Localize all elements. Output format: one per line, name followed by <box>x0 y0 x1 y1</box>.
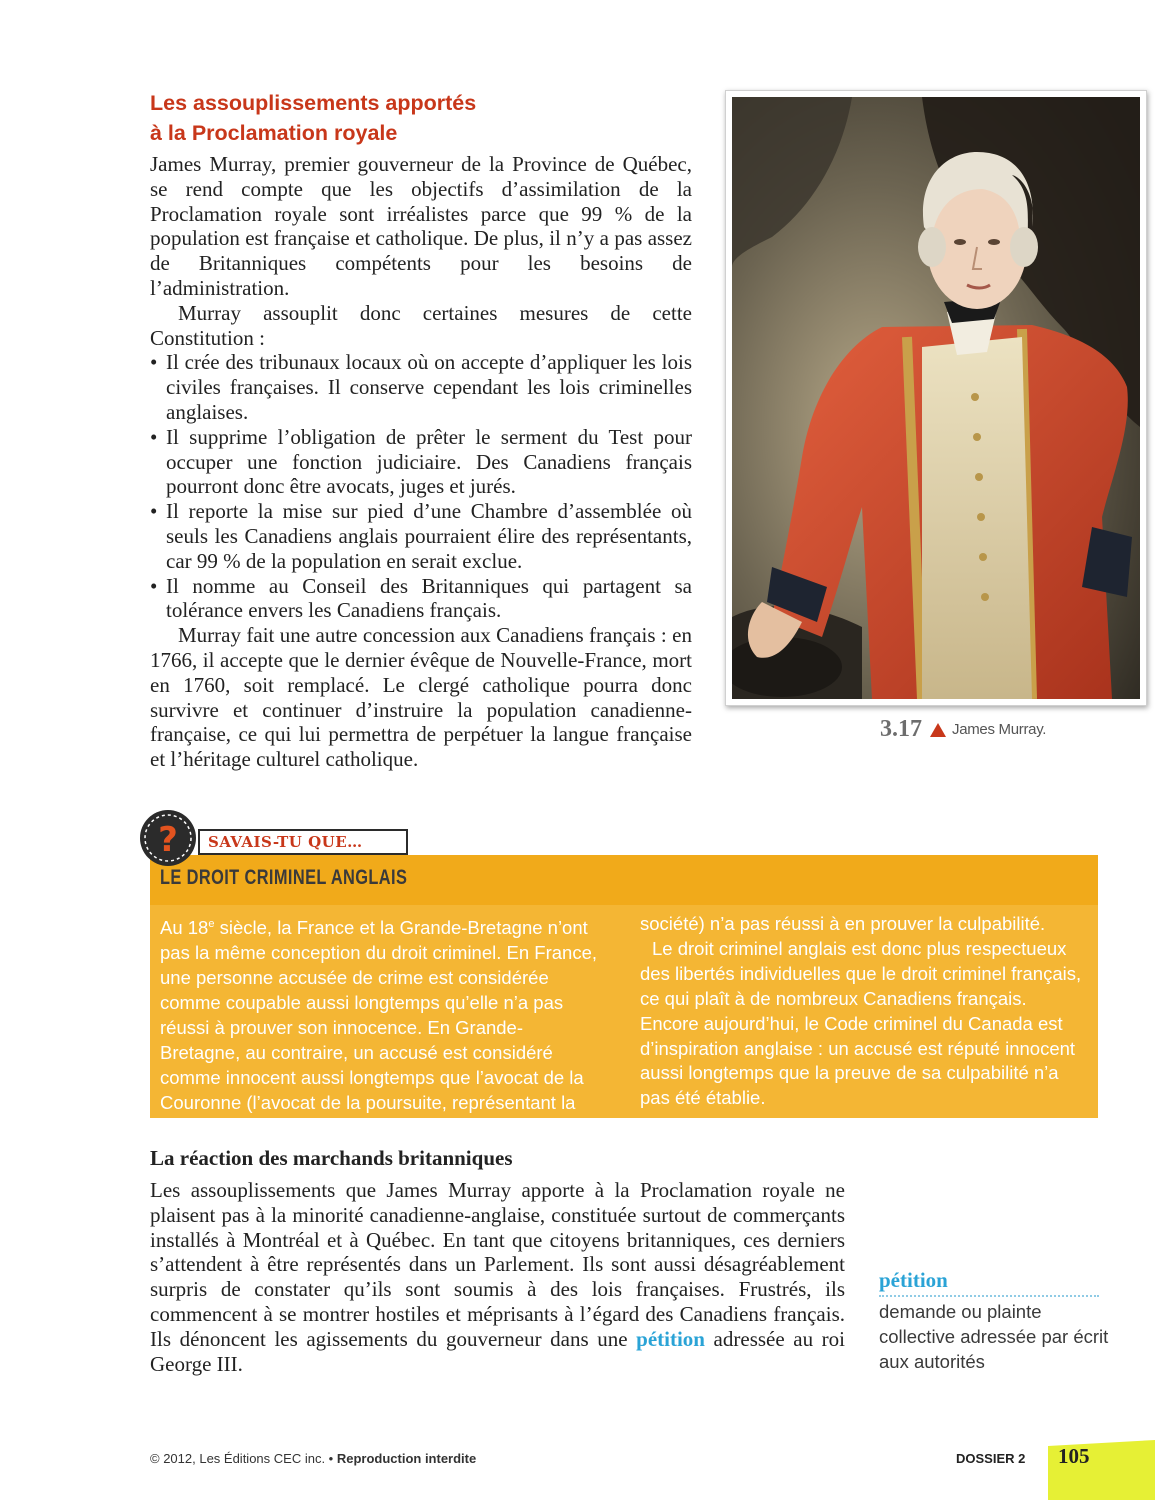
bullet-item: • Il crée des tribunaux locaux où on accepte d’appliquer les lois civiles françaises. Il conserve cependant les lois criminelles anglaises. <box>150 350 692 424</box>
footer-dossier: DOSSIER 2 <box>956 1451 1026 1466</box>
info-box-paragraph: société) n’a pas réussi à en prouver la culpabilité. <box>640 913 1046 934</box>
section-title <box>150 88 670 148</box>
glossary-definition: demande ou plainte collective adressée par écrit aux autorités <box>879 1301 1109 1372</box>
glossary-keyword-link[interactable]: pétition <box>636 1326 705 1351</box>
svg-text:?: ? <box>158 820 178 860</box>
info-box-right-column <box>640 912 1090 1111</box>
info-box-paragraph <box>160 912 600 1115</box>
superscript: e <box>208 918 215 930</box>
bullet-item: • Il supprime l’obligation de prêter le serment du Test pour occuper une fonction judiciaire. Des Canadiens français pourront donc être avocats, juges et jurés. <box>150 425 692 499</box>
did-you-know-tab: SAVAIS-TU QUE… <box>198 829 408 855</box>
footer-copyright <box>150 1451 476 1466</box>
section-title-line2: à la Proclamation royale <box>150 121 398 145</box>
section-title-line1: Les assouplissements apportés <box>150 91 477 115</box>
info-box-title: LE DROIT CRIMINEL ANGLAIS <box>160 866 408 889</box>
section-body <box>150 152 692 772</box>
body-text-part: adressée au roi George III. <box>150 1326 845 1376</box>
bullet-item: • Il reporte la mise sur pied d’une Chambre d’assemblée où seuls les Canadiens anglais pourraient élire des représentants, car 99 % de la population en serait exclue. <box>150 499 692 573</box>
bullet-item: • Il nomme au Conseil des Britanniques qui partagent sa tolérance envers les Canadiens français. <box>150 574 692 624</box>
figure-caption-text: James Murray. <box>952 721 1047 738</box>
copyright-text: © 2012, Les Éditions CEC inc. • <box>150 1451 334 1466</box>
portrait-frame <box>725 90 1147 706</box>
triangle-up-icon <box>930 723 946 737</box>
section-body <box>150 1178 845 1376</box>
body-text-part: Les assouplissements que James Murray apporte à la Proclamation royale ne plaisent pas à la minorité canadienne-anglaise, constituée surtout de commerçants installés à Montréal et à Québec. En tant que citoyens britanniques, ces derniers s’attendent à être représentés dans un Parlement. Ils sont aussi désagréablement surpris de constater qu’ils sont soumis à des lois françaises. Frustrés, ils commencent à se montrer hostiles et méprisants à l’égard des Canadiens français. Ils dénoncent les agissements du gouverneur dans une <box>150 1178 845 1351</box>
page-number: 105 <box>1058 1444 1090 1468</box>
reproduction-notice: Reproduction interdite <box>336 1451 477 1466</box>
paragraph-1: James Murray, premier gouverneur de la Province de Québec, se rend compte que les objectifs d’assimilation de la Proclamation royale sont irréalistes parce que 99 % de la population est française et catholique. De plus, il n’y a pas assez de Britanniques compétents pour les besoins de l’administration. <box>150 152 692 300</box>
figure-caption <box>880 716 1150 746</box>
question-mark-icon <box>139 809 197 867</box>
info-box-paragraph: Le droit criminel anglais est donc plus respectueux des libertés individuelles que le droit criminel français, ce qui plaît à de nombreux Canadiens français. Encore aujourd’hui, le Code criminel du Canada est d’inspiration anglaise : un accusé est réputé innocent aussi longtemps que la preuve de sa culpabilité n’a pas été établie. <box>640 937 1082 1109</box>
info-box-left-column <box>160 912 600 1115</box>
info-text-part: siècle, la France et la Grande-Bretagne n’ont pas la même conception du droit criminel. En France, une personne accusée de crime est considérée comme coupable aussi longtemps qu’elle n’a pas réussi à prouver son innocence. En Grande-Bretagne, au contraire, un accusé est considéré comme innocent aussi longtemps que l’avocat de la Couronne (l’avocat de la poursuite, représentant la <box>160 917 598 1113</box>
paragraph-3: Murray fait une autre concession aux Canadiens français : en 1766, il accepte que le dernier évêque de Nouvelle-France, mort en 1760, soit remplacé. Le clergé catholique pourra donc survivre et continuer d’instruire la population canadienne-française, ce qui lui permettra de perpétuer la langue française et l’héritage culturel catholique. <box>150 623 692 772</box>
figure-number: 3.17 <box>880 716 922 742</box>
section-title: La réaction des marchands britanniques <box>150 1146 513 1170</box>
info-text-part: Au 18 <box>160 917 209 939</box>
glossary-term: pétition <box>879 1268 1099 1297</box>
paragraph-2: Murray assouplit donc certaines mesures de cette Constitution : <box>150 300 692 350</box>
bullet-list <box>150 350 692 623</box>
portrait-image <box>732 97 1140 699</box>
